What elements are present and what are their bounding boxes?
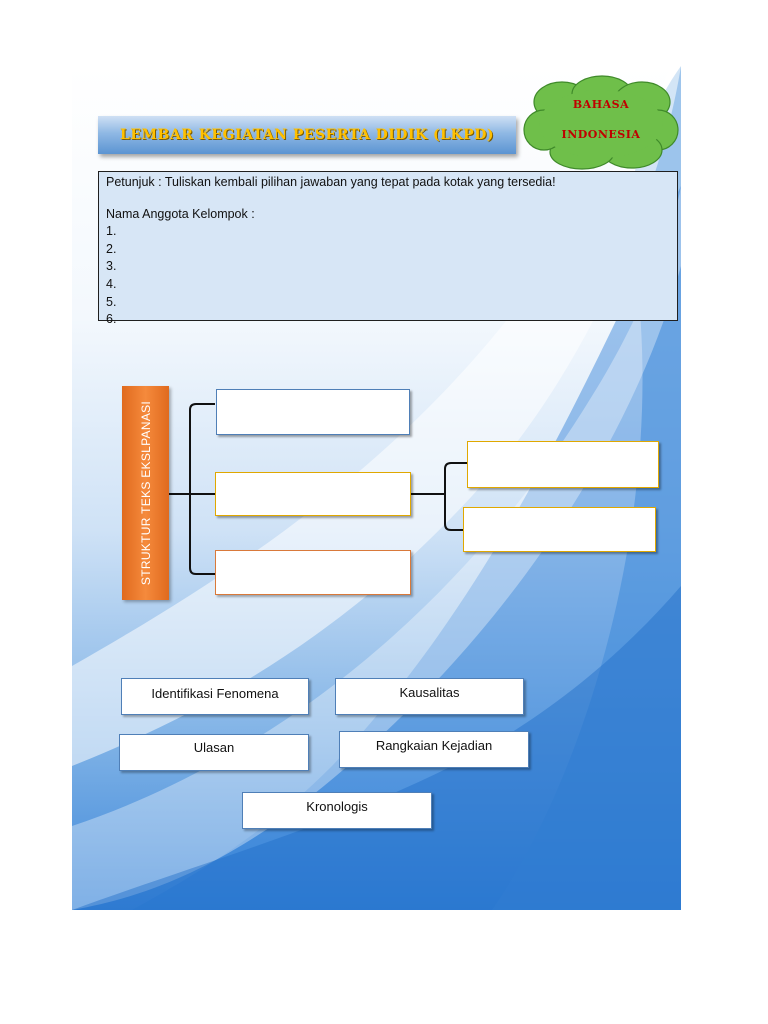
- option-card[interactable]: Kronologis: [242, 792, 432, 829]
- structure-root-box: [122, 386, 169, 600]
- option-card[interactable]: Ulasan: [119, 734, 309, 771]
- answer-slot-1[interactable]: [216, 389, 410, 435]
- member-line[interactable]: 3.: [106, 259, 117, 274]
- member-line[interactable]: 2.: [106, 241, 117, 256]
- option-card[interactable]: Kausalitas: [335, 678, 524, 715]
- member-line[interactable]: 5.: [106, 294, 117, 309]
- option-card[interactable]: Rangkaian Kejadian: [339, 731, 529, 768]
- connector-root-bracket: [190, 404, 215, 574]
- subject-line-2: INDONESIA: [561, 128, 641, 141]
- member-line[interactable]: 6.: [106, 312, 117, 327]
- member-line[interactable]: 4.: [106, 276, 117, 291]
- structure-root-label: STRUKTUR TEKS EKSLPANASI: [138, 400, 153, 586]
- member-line[interactable]: 1.: [106, 224, 117, 239]
- answer-slot-4[interactable]: [467, 441, 659, 488]
- instructions-text: Petunjuk : Tuliskan kembali pilihan jawaban yang tepat pada kotak yang tersedia!: [106, 175, 556, 189]
- page-title: LEMBAR KEGIATAN PESERTA DIDIK (LKPD): [120, 127, 494, 143]
- answer-slot-3[interactable]: [215, 550, 411, 595]
- answer-slot-2[interactable]: [215, 472, 411, 516]
- members-label: Nama Anggota Kelompok :: [106, 206, 255, 221]
- answer-slot-5[interactable]: [463, 507, 656, 552]
- subject-line-1: BAHASA: [572, 98, 630, 111]
- option-card[interactable]: Identifikasi Fenomena: [121, 678, 309, 715]
